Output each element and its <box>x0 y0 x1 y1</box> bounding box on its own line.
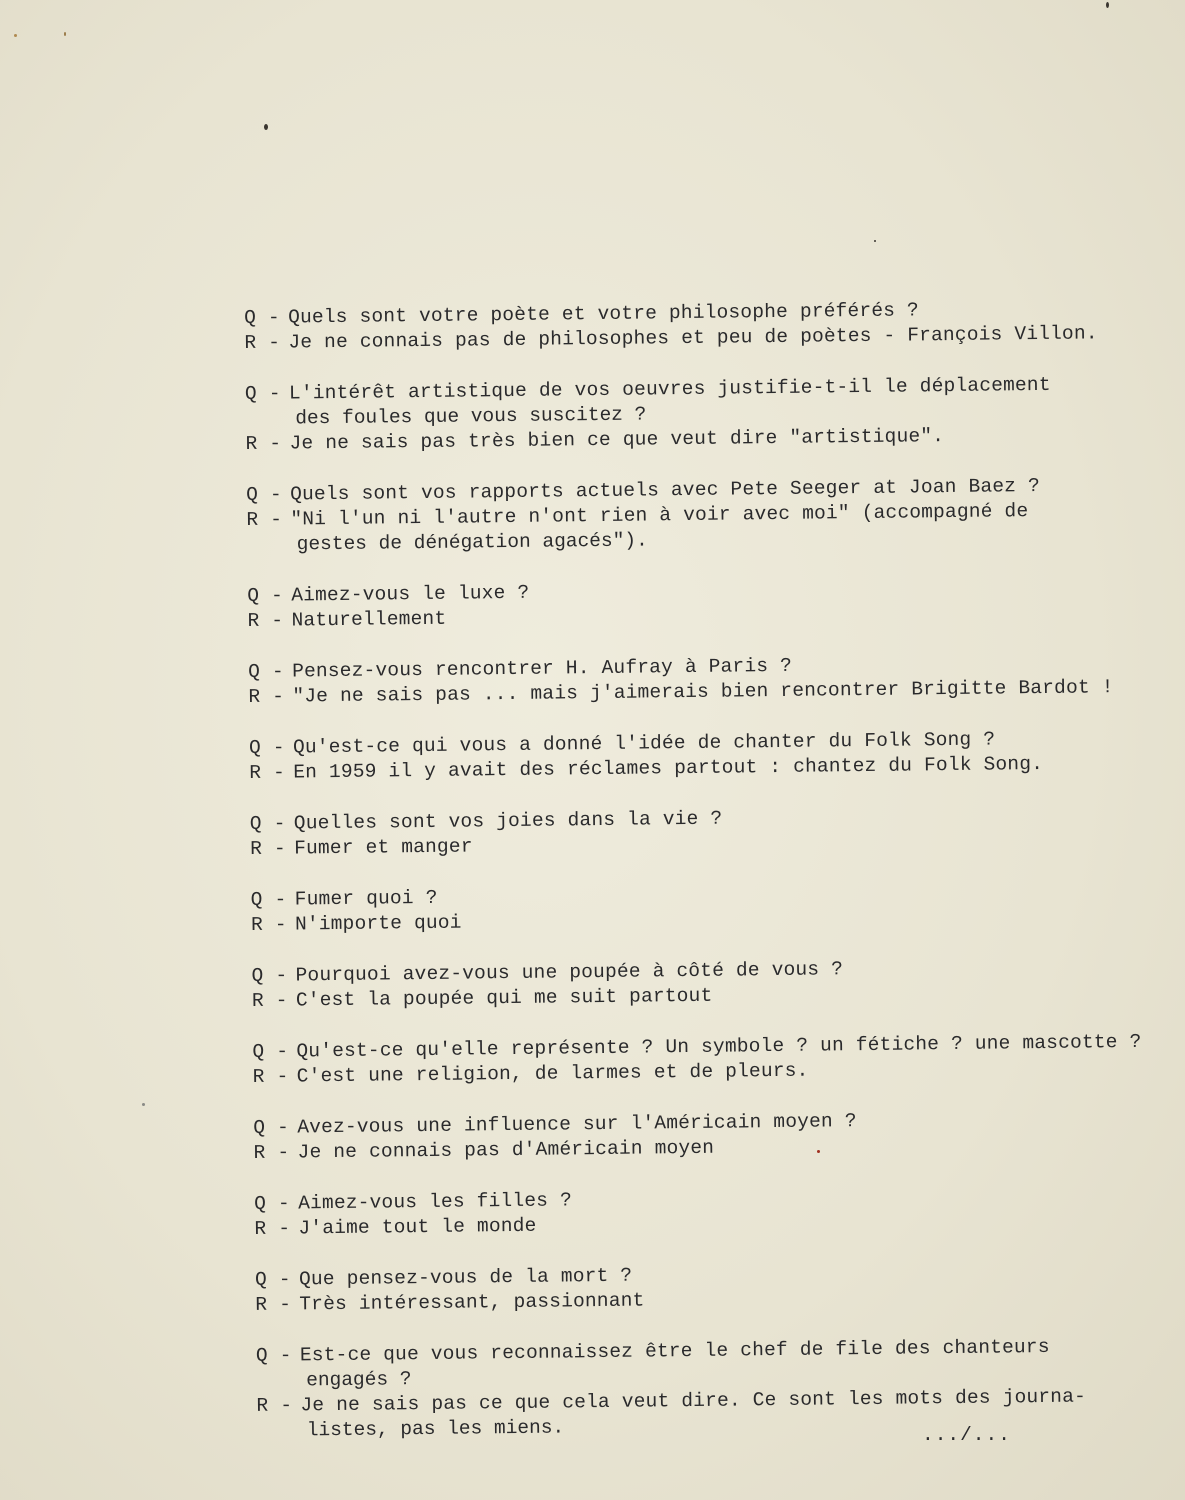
response-prefix: R - <box>251 989 288 1012</box>
paper-speck <box>142 1103 145 1106</box>
question-text: Fumer quoi ? <box>294 886 438 911</box>
question-text: L'intérêt artistique de vos oeuvres justifie-t-il le déplacement <box>288 373 1051 405</box>
response-text: "Ni l'un ni l'autre n'ont rien à voir avec moi" (accompagné de <box>290 500 1029 531</box>
qa-block <box>249 726 1150 786</box>
response-text: C'est la poupée qui me suit partout <box>295 984 713 1012</box>
paper-speck <box>14 34 17 37</box>
question-prefix: Q - <box>249 812 286 835</box>
qa-block <box>252 1030 1153 1090</box>
question-text-continuation: engagés ? <box>306 1368 412 1392</box>
response-prefix: R - <box>250 913 287 936</box>
question-prefix: Q - <box>248 736 285 759</box>
question-prefix: Q - <box>244 382 281 405</box>
response-text-continuation: gestes de dénégation agacés"). <box>296 529 648 556</box>
qa-block <box>255 1258 1156 1318</box>
question-prefix: Q - <box>244 306 280 329</box>
response-prefix: R - <box>246 508 283 531</box>
qa-block <box>251 878 1152 938</box>
question-prefix: Q - <box>252 1040 289 1063</box>
question-prefix: Q - <box>247 584 284 607</box>
interview-qa-list <box>244 296 1157 1470</box>
qa-block <box>245 372 1146 457</box>
paper-speck <box>1106 2 1109 8</box>
response-text: Naturellement <box>291 607 447 632</box>
qa-block <box>248 650 1149 710</box>
qa-block <box>256 1334 1157 1444</box>
question-text: Quels sont vos rapports actuels avec Pete Seeger at Joan Baez ? <box>290 474 1041 506</box>
question-text: Aimez-vous le luxe ? <box>291 581 530 607</box>
paper-speck <box>64 32 66 36</box>
response-text: C'est une religion, de larmes et de pleurs. <box>296 1059 809 1088</box>
continued-marker: .../... <box>922 1424 1011 1446</box>
response-text: En 1959 il y avait des réclames partout : chantez du Folk Song. <box>293 752 1044 784</box>
response-text: Fumer et manger <box>294 835 473 860</box>
paper-speck <box>874 240 876 242</box>
qa-block <box>244 296 1145 356</box>
qa-block <box>251 954 1152 1014</box>
question-prefix: Q - <box>253 1116 290 1139</box>
response-text: Je ne connais pas d'Américain moyen <box>297 1136 715 1164</box>
question-text-continuation: des foules que vous suscitez ? <box>295 403 647 430</box>
response-prefix: R - <box>252 1065 289 1088</box>
qa-block <box>246 473 1147 558</box>
response-text: Très intéressant, passionnant <box>299 1289 645 1316</box>
question-text: Est-ce que vous reconnaissez être le chef de file des chanteurs <box>299 1335 1050 1367</box>
response-prefix: R - <box>256 1394 293 1417</box>
response-prefix: R - <box>244 331 281 354</box>
response-text: J'aime tout le monde <box>298 1214 537 1240</box>
question-prefix: Q - <box>246 483 282 506</box>
response-text: "Je ne sais pas ... mais j'aimerais bien rencontrer Brigitte Bardot ! <box>292 676 1114 708</box>
paper-speck <box>264 124 268 130</box>
question-text: Que pensez-vous de la mort ? <box>298 1264 633 1291</box>
qa-block <box>253 1106 1154 1166</box>
response-text: Je ne sais pas très bien ce que veut dire "artistique". <box>289 425 945 455</box>
response-prefix: R - <box>250 837 287 860</box>
response-prefix: R - <box>245 432 282 455</box>
question-text: Aimez-vous les filles ? <box>298 1189 573 1215</box>
response-prefix: R - <box>248 685 285 708</box>
response-prefix: R - <box>254 1217 291 1240</box>
question-text: Pensez-vous rencontrer H. Aufray à Paris ? <box>292 654 793 683</box>
question-prefix: Q - <box>254 1268 291 1291</box>
question-text: Pourquoi avez-vous une poupée à côté de vous ? <box>295 958 844 987</box>
qa-block <box>250 802 1151 862</box>
question-text: Avez-vous une influence sur l'Américain moyen ? <box>297 1110 857 1139</box>
response-prefix: R - <box>253 1141 290 1164</box>
qa-block <box>254 1182 1155 1242</box>
question-text: Quelles sont vos joies dans la vie ? <box>293 807 723 835</box>
question-prefix: Q - <box>254 1192 291 1215</box>
qa-block <box>247 574 1148 634</box>
response-text-continuation: listes, pas les miens. <box>306 1416 565 1442</box>
response-prefix: R - <box>255 1293 292 1316</box>
question-text: Qu'est-ce qu'elle représente ? Un symbole ? un fétiche ? une mascotte ? <box>296 1030 1142 1063</box>
response-text: Je ne sais pas ce que cela veut dire. Ce sont les mots des journa- <box>300 1385 1087 1417</box>
response-prefix: R - <box>249 761 286 784</box>
question-prefix: Q - <box>251 964 288 987</box>
question-prefix: Q - <box>248 660 284 683</box>
response-prefix: R - <box>247 609 284 632</box>
question-prefix: Q - <box>250 888 287 911</box>
response-text: Je ne connais pas de philosophes et peu de poètes - François Villon. <box>288 322 1098 354</box>
question-text: Quels sont votre poète et votre philosophe préférés ? <box>288 299 920 329</box>
response-text: N'importe quoi <box>294 911 462 936</box>
question-text: Qu'est-ce qui vous a donné l'idée de chanter du Folk Song ? <box>292 728 996 759</box>
question-prefix: Q - <box>255 1344 292 1367</box>
